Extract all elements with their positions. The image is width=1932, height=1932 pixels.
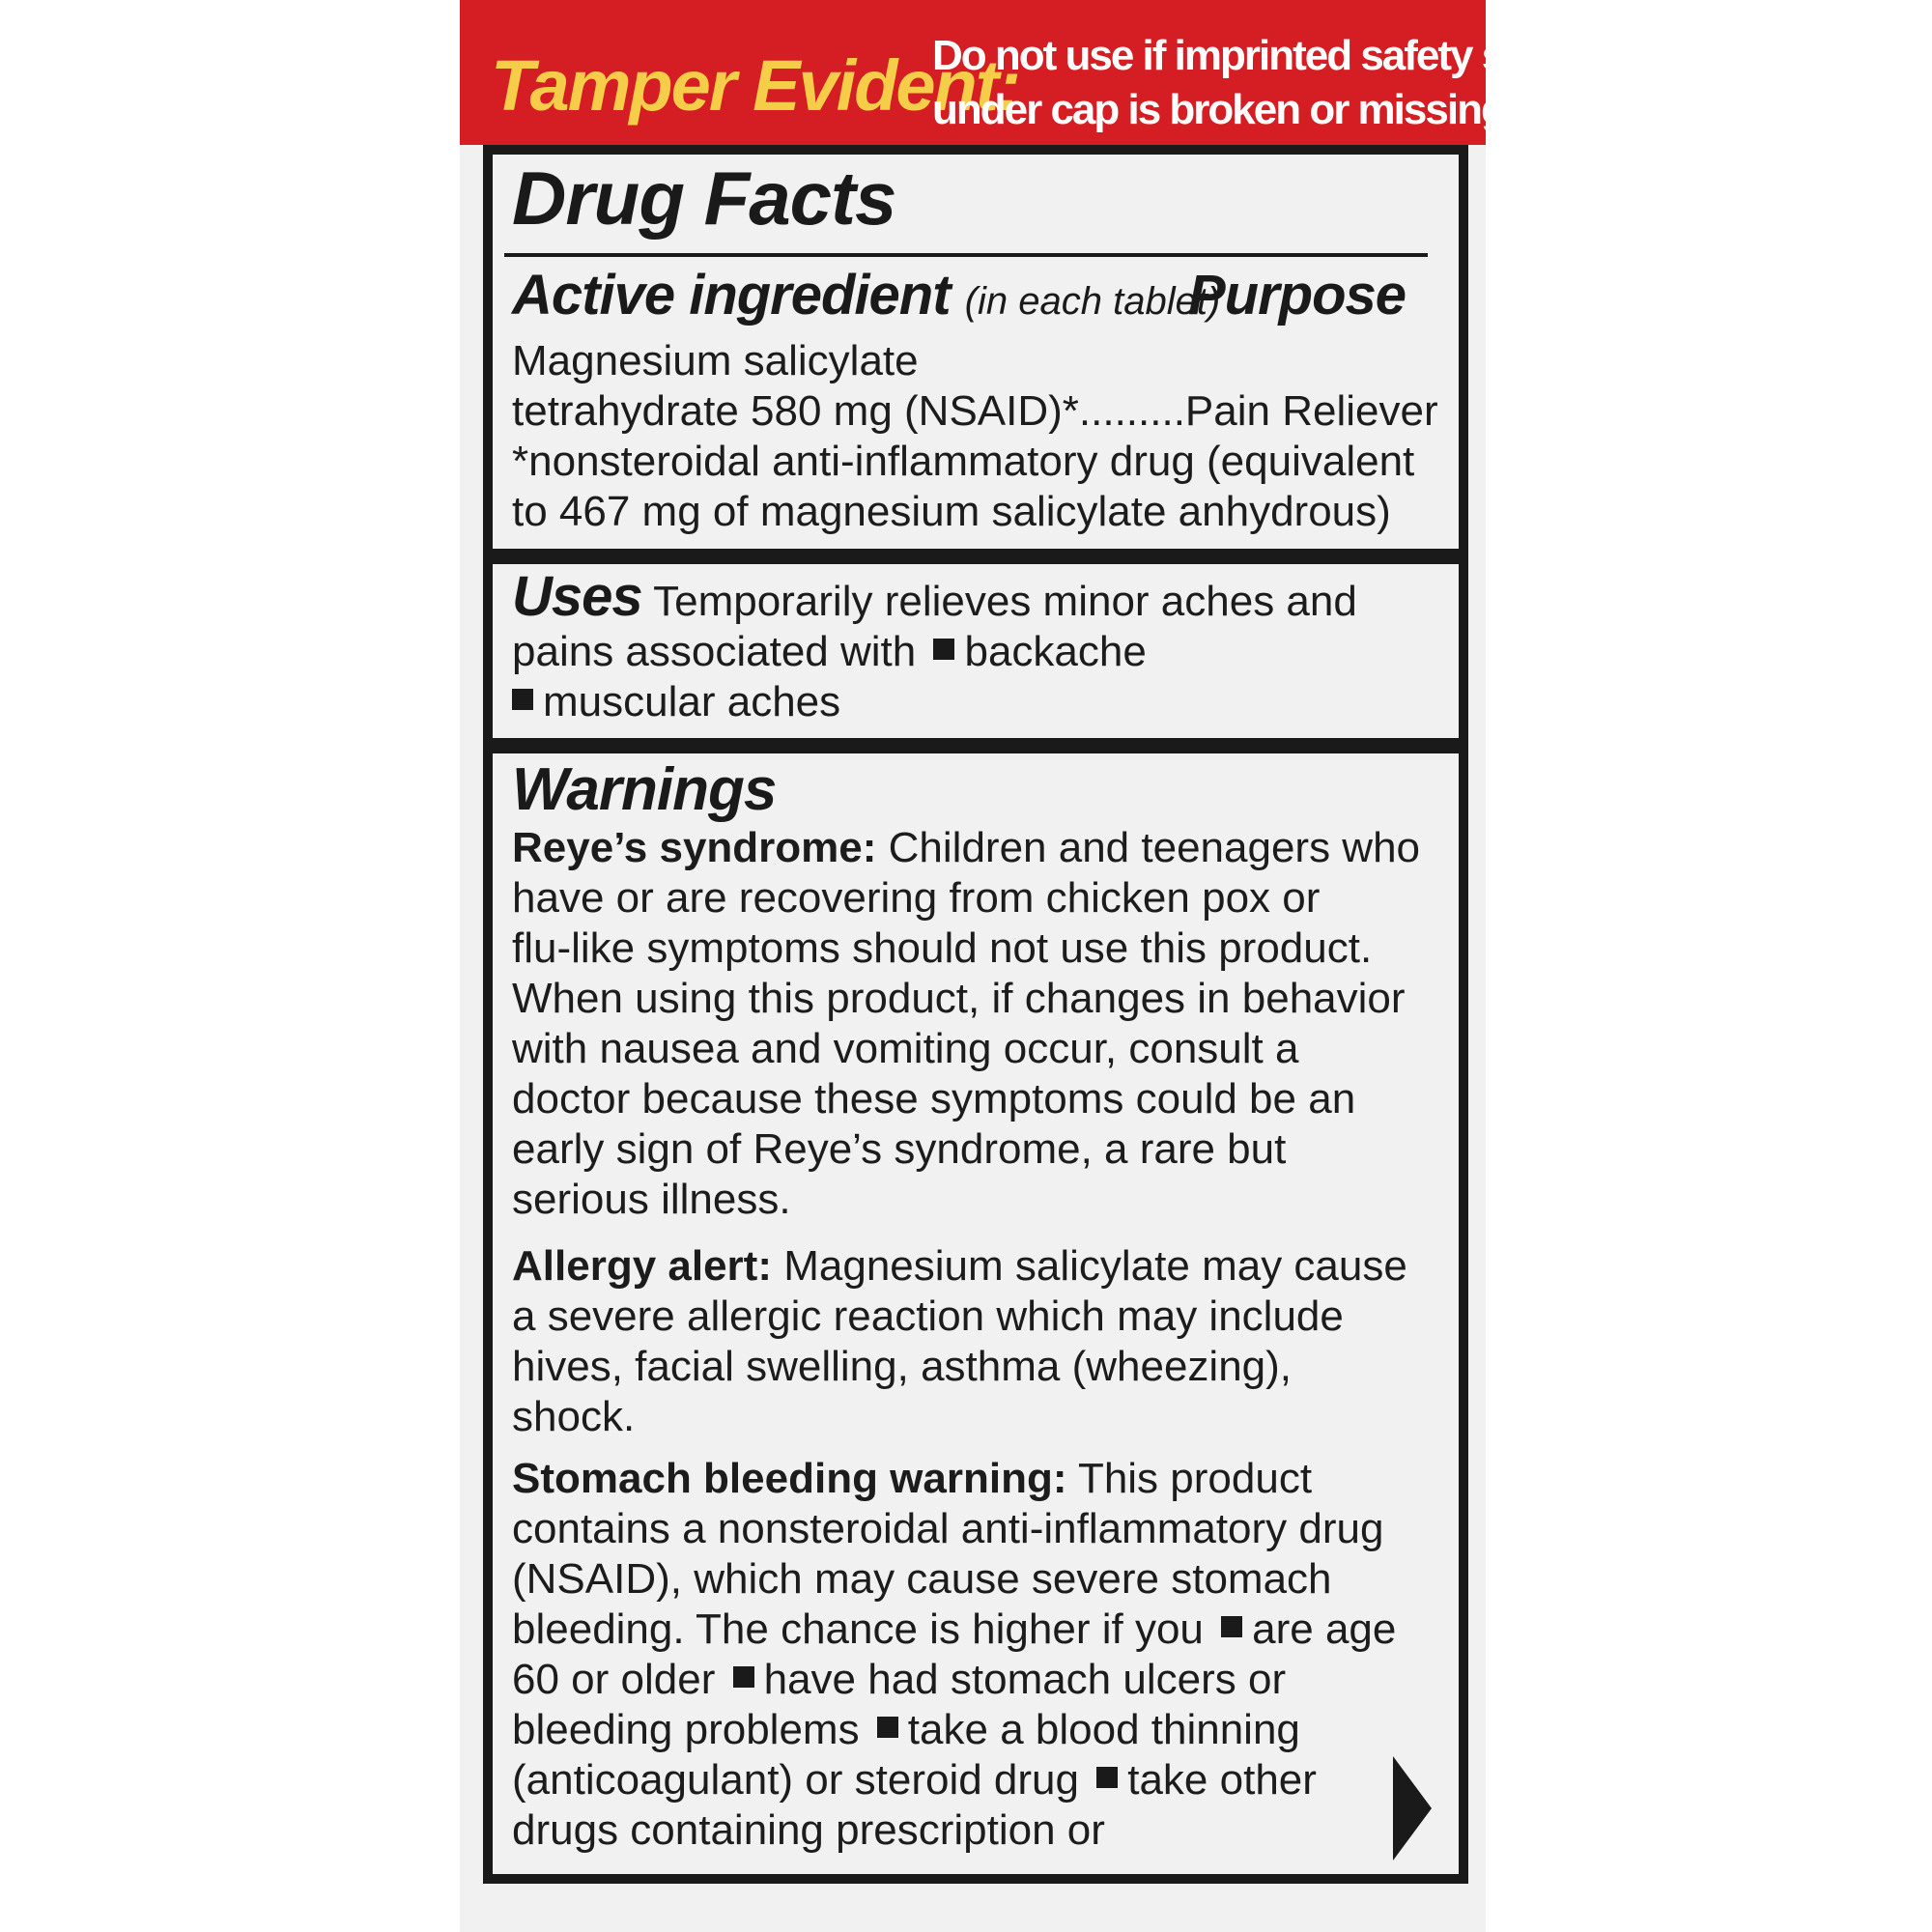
allergy-alert-warning bbox=[512, 1241, 1407, 1442]
warning-bullet: are age bbox=[1252, 1605, 1397, 1653]
bullet-square-icon bbox=[933, 639, 954, 660]
warning-bullet: take a blood thinning bbox=[907, 1706, 1300, 1753]
active-ingredient-heading bbox=[512, 259, 1220, 338]
ingredient-line: tetrahydrate 580 mg (NSAID)*.........Pain Reliever bbox=[512, 387, 1438, 435]
active-ingredient-subtitle: (in each tablet) bbox=[964, 280, 1221, 323]
reye-label: Reye’s syndrome: bbox=[512, 824, 877, 871]
warning-line: early sign of Reye’s syndrome, a rare but bbox=[512, 1125, 1287, 1173]
drug-facts-title: Drug Facts bbox=[512, 156, 896, 241]
purpose-heading: Purpose bbox=[1188, 264, 1406, 327]
tamper-notice-line: under cap is broken or missing. bbox=[932, 86, 1516, 133]
ingredient-line: Magnesium salicylate bbox=[512, 337, 919, 384]
uses-bullet: muscular aches bbox=[543, 678, 841, 725]
warning-bullet: bleeding problems bbox=[512, 1706, 860, 1753]
stomach-bleeding-warning bbox=[512, 1454, 1396, 1856]
warning-line: (NSAID), which may cause severe stomach bbox=[512, 1555, 1332, 1603]
warning-line: drugs containing prescription or bbox=[512, 1806, 1105, 1854]
continued-arrow-icon bbox=[1393, 1756, 1432, 1861]
tamper-evident-title: Tamper Evident: bbox=[491, 45, 1020, 126]
bullet-square-icon bbox=[512, 689, 533, 710]
uses-title: Uses bbox=[512, 565, 642, 628]
warning-line: shock. bbox=[512, 1393, 636, 1440]
uses-bullet: backache bbox=[964, 628, 1147, 675]
active-ingredient-block bbox=[512, 336, 1438, 537]
warning-bullet: take other bbox=[1127, 1756, 1317, 1804]
tamper-notice-line: Do not use if imprinted safety seal bbox=[932, 32, 1557, 79]
warning-bullet: (anticoagulant) or steroid drug bbox=[512, 1756, 1079, 1804]
bullet-square-icon bbox=[733, 1666, 754, 1688]
warning-line: Magnesium salicylate may cause bbox=[783, 1242, 1407, 1290]
uses-section bbox=[512, 565, 1357, 727]
title-divider bbox=[504, 253, 1428, 257]
warning-line: flu-like symptoms should not use this product. bbox=[512, 924, 1373, 972]
uses-text: pains associated with bbox=[512, 628, 917, 675]
footnote-line: to 467 mg of magnesium salicylate anhydrous) bbox=[512, 488, 1391, 535]
bullet-square-icon bbox=[1221, 1616, 1242, 1637]
warning-line: serious illness. bbox=[512, 1176, 791, 1223]
uses-text: Temporarily relieves minor aches and bbox=[653, 578, 1357, 625]
warning-line: bleeding. The chance is higher if you bbox=[512, 1605, 1204, 1653]
warning-line: Children and teenagers who bbox=[888, 824, 1421, 871]
warning-bullet: 60 or older bbox=[512, 1656, 716, 1703]
warning-line: This product bbox=[1077, 1455, 1313, 1502]
bullet-square-icon bbox=[877, 1717, 898, 1738]
section-divider bbox=[483, 738, 1468, 753]
warning-line: have or are recovering from chicken pox or bbox=[512, 874, 1321, 922]
reye-syndrome-warning bbox=[512, 823, 1420, 1225]
active-ingredient-label: Active ingredient bbox=[512, 264, 951, 327]
warning-line: When using this product, if changes in behavior bbox=[512, 975, 1406, 1022]
section-divider bbox=[483, 549, 1468, 564]
warning-bullet: have had stomach ulcers or bbox=[763, 1656, 1287, 1703]
warning-line: doctor because these symptoms could be an bbox=[512, 1075, 1356, 1122]
footnote-line: *nonsteroidal anti-inflammatory drug (equivalent bbox=[512, 438, 1415, 485]
allergy-label: Allergy alert: bbox=[512, 1242, 772, 1290]
warning-line: contains a nonsteroidal anti-inflammatory drug bbox=[512, 1505, 1384, 1552]
warning-line: hives, facial swelling, asthma (wheezing), bbox=[512, 1343, 1293, 1390]
warning-line: a severe allergic reaction which may include bbox=[512, 1293, 1344, 1340]
stomach-label: Stomach bleeding warning: bbox=[512, 1455, 1067, 1502]
tamper-evident-notice bbox=[932, 29, 1557, 137]
warning-line: with nausea and vomiting occur, consult a bbox=[512, 1025, 1299, 1072]
warnings-title: Warnings bbox=[512, 756, 777, 823]
bullet-square-icon bbox=[1096, 1767, 1118, 1788]
